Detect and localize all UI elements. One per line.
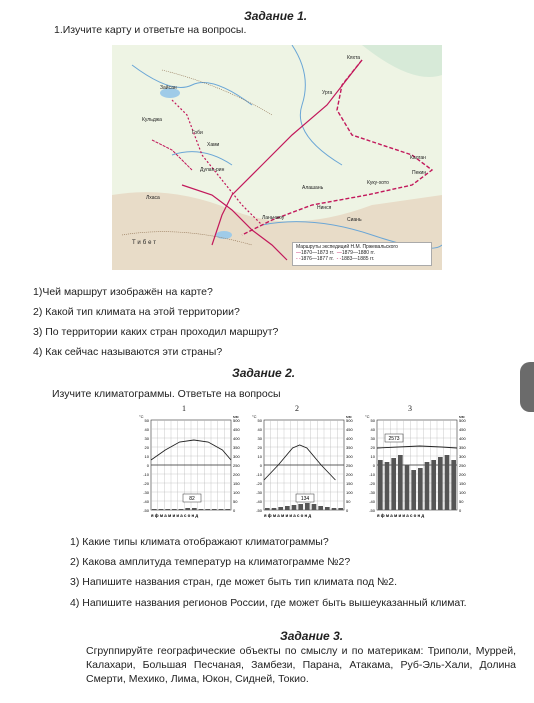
graph-2-number: 2 [295, 404, 299, 413]
precip-tick-label: 350 [346, 445, 353, 450]
temp-tick-label: 20 [144, 445, 149, 450]
task1-question-4: 4) Как сейчас называются эти страны? [33, 346, 223, 358]
map-label-xian: Сиань [347, 217, 362, 223]
temp-tick-label: -10 [369, 472, 375, 477]
precip-bar [378, 460, 383, 510]
precip-tick-label: 450 [459, 427, 466, 432]
precip-bar [292, 505, 297, 510]
precip-bar [219, 509, 224, 510]
precip-tick-label: 350 [233, 445, 240, 450]
task2-question-2: 2) Какова амплитуда температур на климатограмме №2? [70, 556, 351, 568]
task2-prompt: Изучите климатограммы. Ответьте на вопросы [52, 388, 281, 400]
map-label-zaysan: Зайсан [160, 85, 177, 91]
temp-tick-label: 0 [146, 463, 149, 468]
task1-prompt: 1.Изучите карту и ответьте на вопросы. [54, 24, 247, 36]
temp-tick-label: -50 [369, 508, 375, 513]
precip-bar [159, 509, 164, 510]
precip-tick-label: 450 [346, 427, 353, 432]
temp-tick-label: 10 [257, 454, 262, 459]
precip-bar [325, 507, 330, 510]
temp-tick-label: -10 [143, 472, 149, 477]
precip-bar [451, 460, 456, 510]
precip-total-label: 134 [300, 496, 310, 502]
task2-title: Задание 2. [232, 366, 296, 380]
task1-question-3: 3) По территории каких стран проходил маршрут? [33, 326, 279, 338]
precip-bar [411, 470, 416, 510]
precip-bar [298, 504, 303, 510]
temp-tick-label: -40 [369, 499, 375, 504]
climatogram-1 [135, 414, 247, 522]
precip-bar [272, 508, 277, 510]
month-labels: я ф м а м и и а с о н д [264, 513, 312, 518]
precip-bar [285, 506, 290, 510]
task1-title: Задание 1. [244, 9, 308, 23]
temp-unit: °C [252, 414, 257, 419]
precip-bar [278, 507, 283, 510]
precip-total-label: 82 [189, 496, 195, 502]
precip-tick-label: 0 [459, 508, 462, 513]
task2-question-1: 1) Какие типы климата отображают климатограммы? [70, 536, 329, 548]
temp-unit: °C [139, 414, 144, 419]
legend-item: 1883—1885 гг. [341, 256, 375, 262]
map-label-lanzhou: Ланьчжоу [262, 215, 285, 221]
precip-tick-label: 50 [346, 499, 351, 504]
temp-tick-label: 30 [257, 436, 262, 441]
precip-bar [165, 509, 170, 510]
precip-bar [265, 508, 270, 510]
task2-question-3: 3) Напишите названия стран, где может быть тип климата под №2. [70, 576, 398, 588]
map-label-gobi: Гоби [192, 130, 203, 136]
temp-tick-label: -20 [143, 481, 149, 486]
climatogram-3 [361, 414, 473, 522]
precip-tick-label: 300 [346, 454, 353, 459]
temp-tick-label: -30 [369, 490, 375, 495]
temp-tick-label: 50 [257, 418, 262, 423]
temp-tick-label: 20 [257, 445, 262, 450]
month-labels: я ф м а м и и а с о н д [151, 513, 199, 518]
temp-tick-label: 50 [144, 418, 149, 423]
task1-question-2: 2) Какой тип климата на этой территории? [33, 306, 240, 318]
task2-question-4: 4) Напишите названия регионов России, где может быть вышеуказанный климат. [70, 597, 467, 609]
map-label-ningxia: Нинся [317, 205, 332, 211]
map-label-kulja: Кульджа [142, 117, 162, 123]
temp-tick-label: 40 [144, 427, 149, 432]
temp-tick-label: -20 [256, 481, 262, 486]
temp-unit: °C [365, 414, 370, 419]
temp-tick-label: -40 [143, 499, 149, 504]
precip-bar [418, 468, 423, 510]
precip-bar [172, 509, 177, 510]
map-label-kuku-hoto: Куку-хото [367, 180, 389, 186]
precip-tick-label: 200 [459, 472, 466, 477]
legend-item: 1870—1873 гг. [301, 250, 335, 256]
precip-tick-label: 250 [233, 463, 240, 468]
precip-tick-label: 400 [233, 436, 240, 441]
precip-bar [391, 458, 396, 510]
precip-bar [205, 509, 210, 510]
precip-total-label: 2573 [388, 436, 400, 442]
precip-bar [438, 457, 443, 510]
side-tab-handle[interactable] [520, 362, 534, 412]
precip-bar [431, 460, 436, 510]
temp-tick-label: -30 [256, 490, 262, 495]
precip-bar [199, 509, 204, 510]
month-labels: я ф м а м и и а с о н д [377, 513, 425, 518]
temp-tick-label: 30 [144, 436, 149, 441]
temp-tick-label: 50 [370, 418, 375, 423]
temp-tick-label: 30 [370, 436, 375, 441]
map-label-urga: Урга [322, 90, 333, 96]
precip-tick-label: 400 [346, 436, 353, 441]
graph-1-number: 1 [182, 404, 186, 413]
precip-bar [305, 503, 310, 510]
precip-bar [192, 508, 197, 510]
precip-tick-label: 200 [233, 472, 240, 477]
map-label-lhasa: Лхаса [146, 195, 160, 201]
precip-tick-label: 450 [233, 427, 240, 432]
temp-tick-label: -10 [256, 472, 262, 477]
precip-bar [312, 504, 317, 510]
temp-tick-label: -30 [143, 490, 149, 495]
precip-tick-label: 350 [459, 445, 466, 450]
precip-tick-label: 250 [346, 463, 353, 468]
task1-question-1: 1)Чей маршрут изображён на карте? [33, 286, 213, 298]
precip-tick-label: 100 [233, 490, 240, 495]
precip-tick-label: 150 [233, 481, 240, 486]
temp-tick-label: -40 [256, 499, 262, 504]
precip-tick-label: 0 [233, 508, 236, 513]
precip-bar [179, 509, 184, 510]
map-legend: Маршруты экспедиций Н.М. Пржевальского —1870—1873 гг. —1879—1880 гг. - -1876—1877 гг. - -1883—1885 гг. [292, 242, 432, 266]
temp-tick-label: -50 [143, 508, 149, 513]
precip-tick-label: 500 [346, 418, 353, 423]
precip-unit: мм [233, 414, 239, 419]
temp-tick-label: 0 [259, 463, 262, 468]
precip-bar [332, 508, 337, 510]
graph-3-number: 3 [408, 404, 412, 413]
precip-bar [398, 455, 403, 510]
map-label-alashan: Алашань [302, 185, 324, 191]
map-label-kyakhta: Кяхта [347, 55, 361, 61]
temp-tick-label: -20 [369, 481, 375, 486]
map-label-kalgan: Калган [410, 155, 426, 161]
task3-title: Задание 3. [280, 629, 344, 643]
precip-bar [445, 455, 450, 510]
precip-tick-label: 100 [459, 490, 466, 495]
temp-tick-label: 0 [372, 463, 375, 468]
precip-bar [385, 462, 390, 510]
precip-tick-label: 200 [346, 472, 353, 477]
precip-tick-label: 150 [346, 481, 353, 486]
precip-bar [212, 509, 217, 510]
precip-tick-label: 100 [346, 490, 353, 495]
temp-tick-label: 10 [370, 454, 375, 459]
precip-bar [405, 465, 410, 510]
task3-text: Сгруппируйте географические объекты по смыслу и по материкам: Триполи, Муррей, Калахари, Большая Песчаная, Замбези, Парана, Атакама, Руб-Эль-Хали, Долина Смерти, Мехико, Лима, Юкон, Сидней, Токио. [86, 645, 516, 685]
temp-tick-label: 40 [257, 427, 262, 432]
precip-tick-label: 500 [459, 418, 466, 423]
precip-tick-label: 150 [459, 481, 466, 486]
precip-unit: мм [459, 414, 465, 419]
precip-tick-label: 50 [459, 499, 464, 504]
precip-bar [225, 509, 230, 510]
legend-item: 1876—1877 гг. [300, 256, 334, 262]
precip-bar [152, 509, 157, 510]
temp-tick-label: 40 [370, 427, 375, 432]
map-label-hami: Хами [207, 142, 220, 148]
expedition-map [112, 45, 442, 270]
precip-tick-label: 500 [233, 418, 240, 423]
map-label-dulan: Дулан-рин [200, 167, 225, 173]
map-label-peking: Пекин [412, 170, 427, 176]
temp-tick-label: 10 [144, 454, 149, 459]
climatogram-2 [248, 414, 360, 522]
precip-bar [185, 508, 190, 510]
map-graphic [112, 45, 442, 270]
temp-tick-label: 20 [370, 445, 375, 450]
precip-tick-label: 250 [459, 463, 466, 468]
temp-tick-label: -50 [256, 508, 262, 513]
precip-tick-label: 0 [346, 508, 349, 513]
precip-bar [318, 506, 323, 510]
precip-tick-label: 400 [459, 436, 466, 441]
precip-tick-label: 300 [233, 454, 240, 459]
legend-title: Маршруты экспедиций Н.М. Пржевальского [296, 244, 398, 250]
legend-item: 1879—1880 гг. [341, 250, 375, 256]
precip-tick-label: 50 [233, 499, 238, 504]
precip-bar [338, 508, 343, 510]
map-label-tibet: Тибет [132, 240, 159, 246]
precip-bar [425, 462, 430, 510]
precip-unit: мм [346, 414, 352, 419]
precip-tick-label: 300 [459, 454, 466, 459]
